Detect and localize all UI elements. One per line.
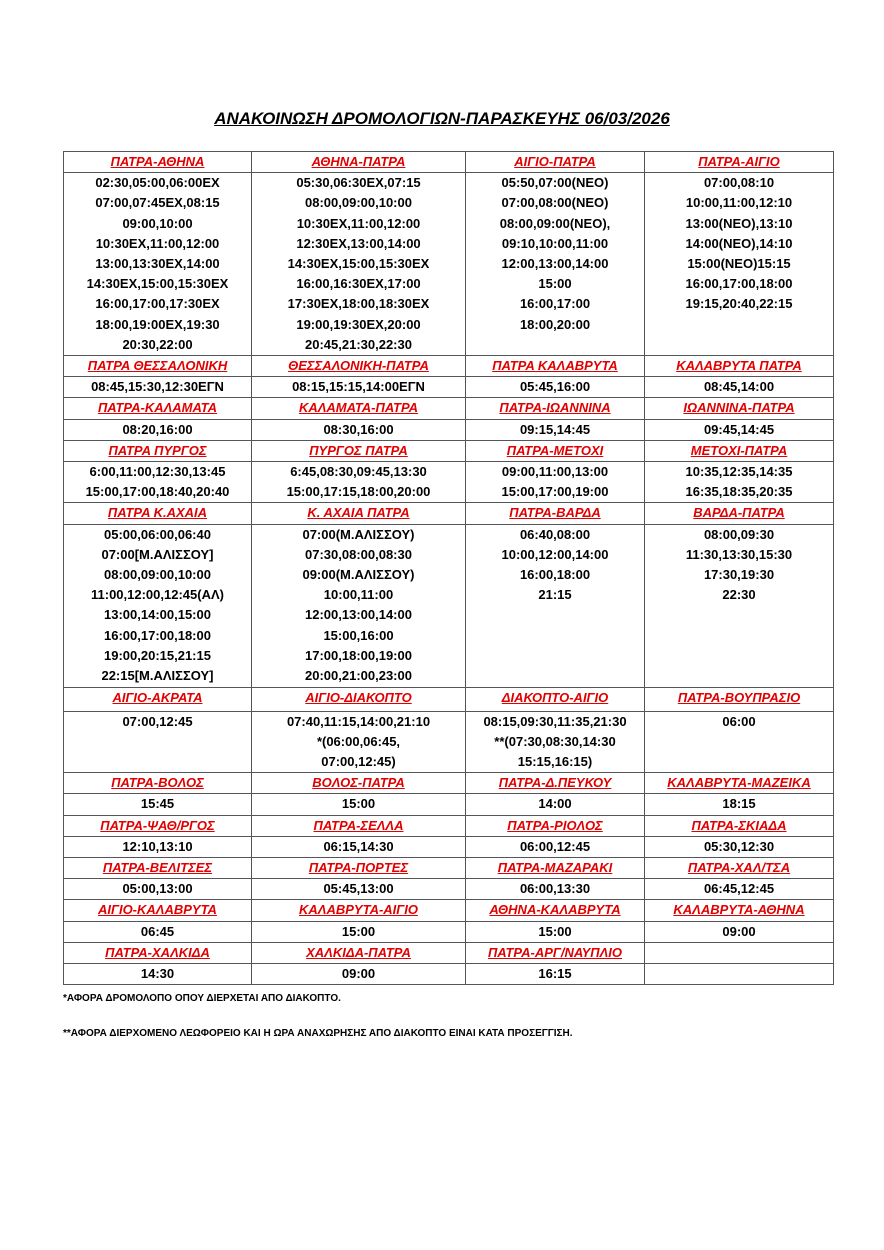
departure-times	[252, 377, 466, 398]
departure-time-line: 19:00,20:15,21:15	[104, 647, 211, 663]
departure-time-line: 6:00,11:00,12:30,13:45	[89, 464, 226, 480]
departure-times	[466, 794, 645, 815]
departure-time-line: 06:15,14:30	[323, 838, 394, 854]
departure-time-line: 12:00,13:00,14:00	[305, 607, 412, 623]
route-name: ΠΑΤΡΑ-ΑΙΓΙΟ	[645, 152, 834, 173]
route-name: ΠΥΡΓΟΣ ΠΑΤΡΑ	[252, 440, 466, 461]
departure-time-line: 09:00(Μ.ΑΛΙΣΣΟΥ)	[302, 567, 415, 583]
route-name: ΚΑΛΑΒΡΥΤΑ-ΑΘΗΝΑ	[645, 900, 834, 921]
departure-time-line: 07:00,07:45ΕΧ,08:15	[95, 195, 220, 211]
departure-time-line: 12:30ΕΧ,13:00,14:00	[296, 235, 421, 251]
departure-time-line: 05:00,06:00,06:40	[104, 526, 211, 542]
departure-times	[64, 377, 252, 398]
departure-time-line: 06:40,08:00	[519, 526, 591, 542]
route-name: ΠΑΤΡΑ-ΒΟΥΠΡΑΣΙΟ	[645, 687, 834, 711]
route-name: ΑΘΗΝΑ-ΚΑΛΑΒΡΥΤΑ	[466, 900, 645, 921]
departure-times	[466, 462, 645, 503]
route-header-row	[64, 687, 834, 711]
departure-time-line: 07:30,08:00,08:30	[305, 546, 412, 562]
departure-times	[466, 921, 645, 942]
departure-time-line: 10:00,11:00,12:10	[685, 195, 793, 211]
departure-time-line: 06:00,13:30	[519, 881, 591, 897]
route-times-row	[64, 794, 834, 815]
route-name: ΠΑΤΡΑ-ΠΟΡΤΕΣ	[252, 858, 466, 879]
departure-time-line: 05:45,13:00	[323, 881, 394, 897]
departure-time-line: 08:15,09:30,11:35,21:30	[483, 713, 627, 729]
departure-time-line: 16:00,17:00,18:00	[104, 627, 211, 643]
route-name: ΚΑΛΑΒΡΥΤΑ-ΜΑΖΕΙΚΑ	[645, 773, 834, 794]
route-times-row	[64, 711, 834, 773]
departure-time-line: 16:00,17:00	[519, 296, 591, 312]
route-header-row	[64, 900, 834, 921]
route-times-row	[64, 524, 834, 687]
page-title: ΑΝΑΚΟΙΝΩΣΗ ΔΡΟΜΟΛΟΓΙΩΝ-ΠΑΡΑΣΚΕΥΗΣ 06/03/2026	[214, 109, 670, 128]
departure-time-line: 07:00,08:10	[703, 175, 775, 191]
departure-times	[466, 419, 645, 440]
departure-time-line: 16:00,17:00,18:00	[685, 276, 793, 292]
route-name: ΑΙΓΙΟ-ΚΑΛΑΒΡΥΤΑ	[64, 900, 252, 921]
route-name: ΙΩΑΝΝΙΝΑ-ΠΑΤΡΑ	[645, 398, 834, 419]
departure-time-line: 17:30,19:30	[703, 567, 775, 583]
departure-time-line: 15:00	[341, 796, 376, 812]
route-header-row	[64, 356, 834, 377]
departure-time-line: 14:00(ΝΕΟ),14:10	[685, 235, 793, 251]
departure-times	[64, 964, 252, 985]
departure-time-line: 19:00,19:30ΕΧ,20:00	[296, 316, 421, 332]
departure-time-line: 09:45,14:45	[703, 421, 775, 437]
route-name: ΒΑΡΔΑ-ΠΑΤΡΑ	[645, 503, 834, 524]
departure-time-line: 18:15	[722, 796, 756, 812]
departure-times	[64, 879, 252, 900]
route-header-row	[64, 152, 834, 173]
departure-time-line: 14:30ΕΧ,15:00,15:30ΕΧ	[86, 276, 229, 292]
footnote-1: *ΑΦΟΡΑ ΔΡΟΜΟΛΟΠΟ ΟΠΟΥ ΔΙΕΡΧΕΤΑΙ ΑΠΟ ΔΙΑΚΟΠΤΟ.	[63, 993, 341, 1004]
route-times-row	[64, 419, 834, 440]
departure-time-line: 08:45,15:30,12:30ΕΓΝ	[91, 379, 224, 395]
route-name: ΠΑΤΡΑ-ΒΑΡΔΑ	[466, 503, 645, 524]
departure-times	[645, 377, 834, 398]
departure-time-line: 09:00	[722, 923, 756, 939]
route-header-row	[64, 440, 834, 461]
departure-time-line: 21:15	[538, 587, 572, 603]
departure-time-line: 05:50,07:00(ΝΕΟ)	[501, 175, 609, 191]
route-times-row	[64, 879, 834, 900]
departure-time-line: 08:00,09:00(ΝΕΟ),	[499, 215, 611, 231]
departure-time-line: 10:30ΕΧ,11:00,12:00	[95, 235, 220, 251]
departure-times	[466, 836, 645, 857]
footnote-2: **ΑΦΟΡΑ ΔΙΕΡΧΟΜΕΝΟ ΛΕΩΦΟΡΕΙΟ ΚΑΙ Η ΩΡΑ ΑΝΑΧΩΡΗΣΗΣ ΑΠΟ ΔΙΑΚΟΠΤΟ ΕΙΝΑΙ ΚΑΤΑ ΠΡΟΣΕΓΓΙΣΗ.	[63, 1028, 573, 1039]
route-name: Κ. ΑΧΑΙΑ ΠΑΤΡΑ	[252, 503, 466, 524]
route-header-row	[64, 858, 834, 879]
departure-time-line: 16:35,18:35,20:35	[685, 484, 793, 500]
route-header-row	[64, 398, 834, 419]
departure-times	[466, 964, 645, 985]
departure-times	[645, 879, 834, 900]
route-header-row	[64, 942, 834, 963]
route-name: ΑΙΓΙΟ-ΑΚΡΑΤΑ	[64, 687, 252, 711]
route-times-row	[64, 836, 834, 857]
departure-time-line: 10:00,12:00,14:00	[501, 546, 609, 562]
route-name: ΜΕΤΟΧΙ-ΠΑΤΡΑ	[645, 440, 834, 461]
route-times-row	[64, 377, 834, 398]
departure-times	[466, 524, 645, 687]
departure-time-line: 11:30,13:30,15:30	[685, 546, 793, 562]
departure-time-line: 11:00,12:00,12:45(ΑΛ)	[91, 587, 224, 603]
departure-time-line: 14:00	[538, 796, 572, 812]
departure-time-line: 08:20,16:00	[122, 421, 193, 437]
route-name: ΘΕΣΣΑΛΟΝΙΚΗ-ΠΑΤΡΑ	[252, 356, 466, 377]
departure-times	[64, 836, 252, 857]
route-name: ΧΑΛΚΙΔΑ-ΠΑΤΡΑ	[252, 942, 466, 963]
departure-times	[645, 462, 834, 503]
departure-time-line: 05:45,16:00	[519, 379, 591, 395]
departure-time-line: 07:00,12:45)	[321, 754, 396, 770]
departure-time-line: 18:00,20:00	[519, 316, 591, 332]
departure-time-line: 08:00,09:00,10:00	[305, 195, 412, 211]
route-name: ΚΑΛΑΜΑΤΑ-ΠΑΤΡΑ	[252, 398, 466, 419]
departure-times	[252, 921, 466, 942]
route-name: ΠΑΤΡΑ ΚΑΛΑΒΡΥΤΑ	[466, 356, 645, 377]
departure-times	[252, 879, 466, 900]
departure-time-line: 18:00,19:00ΕΧ,19:30	[95, 316, 220, 332]
departure-time-line: 09:10,10:00,11:00	[501, 235, 609, 251]
departure-time-line: 12:00,13:00,14:00	[501, 256, 609, 272]
departure-times	[252, 419, 466, 440]
route-header-row	[64, 773, 834, 794]
departure-times	[64, 794, 252, 815]
departure-time-line: 10:35,12:35,14:35	[685, 464, 793, 480]
route-name: ΑΙΓΙΟ-ΔΙΑΚΟΠΤΟ	[252, 687, 466, 711]
departure-times	[252, 964, 466, 985]
departure-times	[645, 794, 834, 815]
route-name: ΠΑΤΡΑ-ΒΟΛΟΣ	[64, 773, 252, 794]
route-times-row	[64, 173, 834, 356]
departure-time-line: 07:00[Μ.ΑΛΙΣΣΟΥ]	[101, 546, 214, 562]
departure-time-line: 15:00,17:00,18:40,20:40	[85, 484, 230, 500]
departure-time-line: 17:00,18:00,19:00	[305, 647, 412, 663]
departure-time-line: 19:15,20:40,22:15	[685, 296, 793, 312]
departure-time-line: 09:00,11:00,13:00	[501, 464, 609, 480]
departure-times	[252, 524, 466, 687]
departure-time-line: 08:45,14:00	[703, 379, 775, 395]
departure-times	[64, 921, 252, 942]
departure-times	[252, 173, 466, 356]
route-name: ΠΑΤΡΑ-ΒΕΛΙΤΣΕΣ	[64, 858, 252, 879]
route-name: ΠΑΤΡΑ-ΣΚΙΑΔΑ	[645, 815, 834, 836]
departure-time-line: 13:00,13:30ΕΧ,14:00	[95, 256, 220, 272]
departure-time-line: 20:45,21:30,22:30	[305, 336, 412, 352]
departure-times	[645, 921, 834, 942]
route-name: ΚΑΛΑΒΡΥΤΑ-ΑΙΓΙΟ	[252, 900, 466, 921]
route-name: ΠΑΤΡΑ-ΧΑΛ/ΤΣΑ	[645, 858, 834, 879]
departure-times	[64, 419, 252, 440]
route-name: ΠΑΤΡΑ ΠΥΡΓΟΣ	[64, 440, 252, 461]
departure-time-line: 16:00,17:00,17:30ΕΧ	[95, 296, 220, 312]
departure-time-line: 08:15,15:15,14:00ΕΓΝ	[292, 379, 425, 395]
departure-time-line: 20:00,21:00,23:00	[305, 668, 412, 684]
route-name: ΠΑΤΡΑ Κ.ΑΧΑΙΑ	[64, 503, 252, 524]
route-name: ΑΙΓΙΟ-ΠΑΤΡΑ	[466, 152, 645, 173]
route-name: ΠΑΤΡΑ-ΣΕΛΛΑ	[252, 815, 466, 836]
route-name: ΠΑΤΡΑ-ΜΑΖΑΡΑΚΙ	[466, 858, 645, 879]
departure-time-line: *(06:00,06:45,	[316, 733, 401, 749]
departure-time-line: 10:30ΕΧ,11:00,12:00	[296, 215, 421, 231]
departure-time-line: 16:15	[538, 966, 572, 982]
route-times-row	[64, 964, 834, 985]
departure-time-line: 22:30	[722, 587, 756, 603]
route-name: ΠΑΤΡΑ-ΧΑΛΚΙΔΑ	[64, 942, 252, 963]
departure-times	[645, 964, 834, 985]
departure-time-line: 12:10,13:10	[122, 838, 193, 854]
departure-time-line: 15:00	[538, 276, 572, 292]
route-header-row	[64, 815, 834, 836]
departure-time-line: 09:00	[341, 966, 376, 982]
departure-time-line: 20:30,22:00	[122, 336, 193, 352]
departure-time-line: 15:00,17:15,18:00,20:00	[286, 484, 431, 500]
departure-time-line: 06:45	[140, 923, 175, 939]
route-name: ΠΑΤΡΑ-ΑΡΓ/ΝΑΥΠΛΙΟ	[466, 942, 645, 963]
route-name: ΒΟΛΟΣ-ΠΑΤΡΑ	[252, 773, 466, 794]
departure-times	[64, 524, 252, 687]
departure-times	[64, 173, 252, 356]
route-name: ΠΑΤΡΑ-Δ.ΠΕΥΚΟΥ	[466, 773, 645, 794]
departure-time-line: 16:00,16:30ΕΧ,17:00	[296, 276, 421, 292]
departure-times	[645, 836, 834, 857]
departure-time-line: 05:00,13:00	[122, 881, 193, 897]
departure-time-line: 22:15[Μ.ΑΛΙΣΣΟΥ]	[101, 668, 214, 684]
departure-times	[645, 524, 834, 687]
route-times-row	[64, 921, 834, 942]
departure-times	[645, 419, 834, 440]
departure-times	[64, 711, 252, 773]
route-name	[645, 942, 834, 963]
departure-time-line: 07:00,08:00(ΝΕΟ)	[501, 195, 609, 211]
departure-time-line: 08:30,16:00	[323, 421, 394, 437]
departure-time-line: 10:00,11:00	[323, 587, 394, 603]
departure-time-line: 06:45,12:45	[703, 881, 775, 897]
route-name: ΔΙΑΚΟΠΤΟ-ΑΙΓΙΟ	[466, 687, 645, 711]
departure-time-line: 02:30,05:00,06:00ΕΧ	[95, 175, 220, 191]
departure-times	[252, 462, 466, 503]
departure-time-line: 05:30,06:30ΕΧ,07:15	[296, 175, 421, 191]
departure-time-line: **(07:30,08:30,14:30	[494, 733, 616, 749]
departure-time-line: 15:00	[538, 923, 572, 939]
departure-time-line: 15:45	[140, 796, 175, 812]
departure-times	[645, 173, 834, 356]
departure-time-line: 6:45,08:30,09:45,13:30	[290, 464, 427, 480]
departure-time-line: 09:00,10:00	[122, 215, 193, 231]
departure-times	[466, 173, 645, 356]
route-name: ΠΑΤΡΑ-ΡΙΟΛΟΣ	[466, 815, 645, 836]
route-header-row	[64, 503, 834, 524]
departure-time-line: 13:00,14:00,15:00	[104, 607, 211, 623]
departure-times	[645, 711, 834, 773]
departure-time-line: 09:15,14:45	[519, 421, 591, 437]
route-name: ΠΑΤΡΑ ΘΕΣΣΑΛΟΝΙΚΗ	[64, 356, 252, 377]
departure-time-line: 06:00,12:45	[519, 838, 591, 854]
route-name: ΠΑΤΡΑ-ΙΩΑΝΝΙΝΑ	[466, 398, 645, 419]
route-name: ΠΑΤΡΑ-ΜΕΤΟΧΙ	[466, 440, 645, 461]
route-name: ΠΑΤΡΑ-ΑΘΗΝΑ	[64, 152, 252, 173]
departure-time-line: 14:30	[140, 966, 175, 982]
route-name: ΠΑΤΡΑ-ΚΑΛΑΜΑΤΑ	[64, 398, 252, 419]
departure-times	[466, 711, 645, 773]
departure-time-line: 15:00(ΝΕΟ)15:15	[687, 256, 791, 272]
departure-time-line: 15:00	[341, 923, 376, 939]
schedule-table	[63, 151, 834, 985]
departure-time-line: 05:30,12:30	[703, 838, 775, 854]
departure-time-line: 17:30ΕΧ,18:00,18:30ΕΧ	[287, 296, 430, 312]
route-name: ΠΑΤΡΑ-ΨΑΘ/ΡΓΟΣ	[64, 815, 252, 836]
departure-time-line: 15:00,17:00,19:00	[501, 484, 609, 500]
departure-time-line: 07:00,12:45	[122, 713, 193, 729]
departure-time-line: 14:30ΕΧ,15:00,15:30ΕΧ	[287, 256, 430, 272]
route-name: ΚΑΛΑΒΡΥΤΑ ΠΑΤΡΑ	[645, 356, 834, 377]
departure-time-line: 07:00(Μ.ΑΛΙΣΣΟΥ)	[302, 526, 415, 542]
route-name: ΑΘΗΝΑ-ΠΑΤΡΑ	[252, 152, 466, 173]
departure-time-line: 07:40,11:15,14:00,21:10	[286, 713, 431, 729]
departure-times	[466, 879, 645, 900]
departure-times	[252, 794, 466, 815]
departure-time-line: 15:00,16:00	[323, 627, 394, 643]
departure-time-line: 15:15,16:15)	[517, 754, 593, 770]
departure-times	[64, 462, 252, 503]
departure-times	[252, 836, 466, 857]
departure-time-line: 13:00(ΝΕΟ),13:10	[685, 215, 793, 231]
departure-times	[466, 377, 645, 398]
departure-time-line: 08:00,09:00,10:00	[104, 567, 211, 583]
departure-time-line: 06:00	[722, 713, 756, 729]
departure-times	[252, 711, 466, 773]
departure-time-line: 08:00,09:30	[703, 526, 775, 542]
departure-time-line: 16:00,18:00	[519, 567, 591, 583]
route-times-row	[64, 462, 834, 503]
